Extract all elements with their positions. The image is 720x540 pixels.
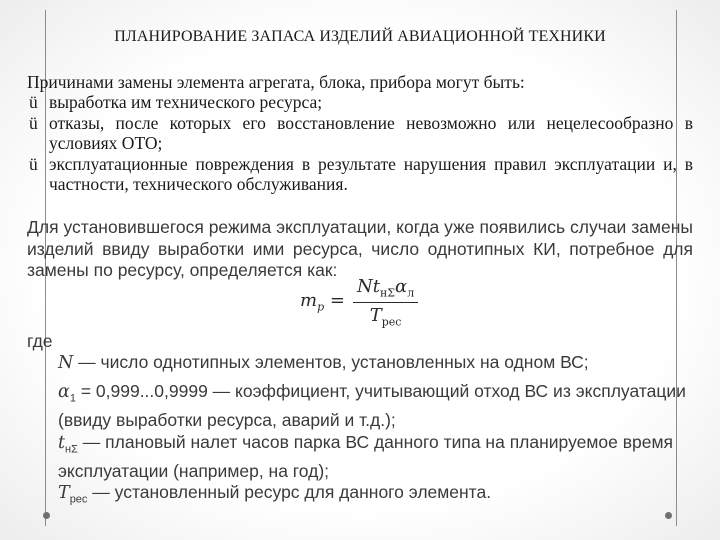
bullet-item bbox=[27, 113, 693, 154]
formula-lhs: $m_р$ = bbox=[300, 290, 345, 314]
bullet-text: отказы, после которых его восстановление невозможно или нецелесообразно в условиях ОТО; bbox=[49, 112, 693, 154]
bullet-item bbox=[27, 154, 693, 195]
where-label: где bbox=[27, 331, 53, 351]
formula-fraction bbox=[353, 276, 418, 328]
intro-lead: Причинами замены элемента агрегата, блока, прибора могут быть: bbox=[27, 72, 525, 92]
definition-item: N — число однотипных элементов, установленных на одном ВС; bbox=[58, 352, 589, 373]
formula bbox=[300, 276, 460, 328]
definition-item: $T_{рес}$ — установленный ресурс для данного элемента. bbox=[58, 482, 492, 506]
corner-dot-left bbox=[43, 512, 50, 519]
slide-title: ПЛАНИРОВАНИЕ ЗАПАСА ИЗДЕЛИЙ АВИАЦИОННОЙ ТЕХНИКИ bbox=[114, 28, 606, 45]
definition-item: $t_{н\Sigma}$ — плановый налет часов парка ВС данного типа на планируемое время эксплуатации (например, на год); bbox=[58, 431, 673, 481]
bullet-item bbox=[27, 92, 693, 112]
corner-dot-right bbox=[665, 512, 672, 519]
main-paragraph: Для установившегося режима эксплуатации, когда уже появились случаи замены изделий ввиду выработки ими ресурса, число однотипных КИ, потребное для замены по ресурсу, определяется как: bbox=[27, 217, 693, 280]
bullet-text: выработка им технического ресурса; bbox=[49, 92, 323, 113]
formula-numerator: $Nt_{н\Sigma}\alpha_л$ bbox=[353, 276, 418, 303]
bullet-text: эксплуатационные повреждения в результате нарушения правил эксплуатации и, в частности, технического обслуживания. bbox=[49, 153, 693, 195]
definition-item: $\alpha_1 = 0,999...0,9999$ — коэффициент, учитывающий отход ВС из эксплуатации (ввиду выработки ресурса, аварий и т.д.); bbox=[58, 381, 686, 430]
check-bullet-icon: ü bbox=[29, 153, 38, 174]
definitions-list bbox=[27, 352, 693, 511]
formula-denominator: $T_{рес}$ bbox=[369, 304, 402, 329]
intro-block bbox=[27, 72, 693, 194]
check-bullet-icon: ü bbox=[29, 112, 38, 133]
check-bullet-icon: ü bbox=[29, 92, 38, 113]
